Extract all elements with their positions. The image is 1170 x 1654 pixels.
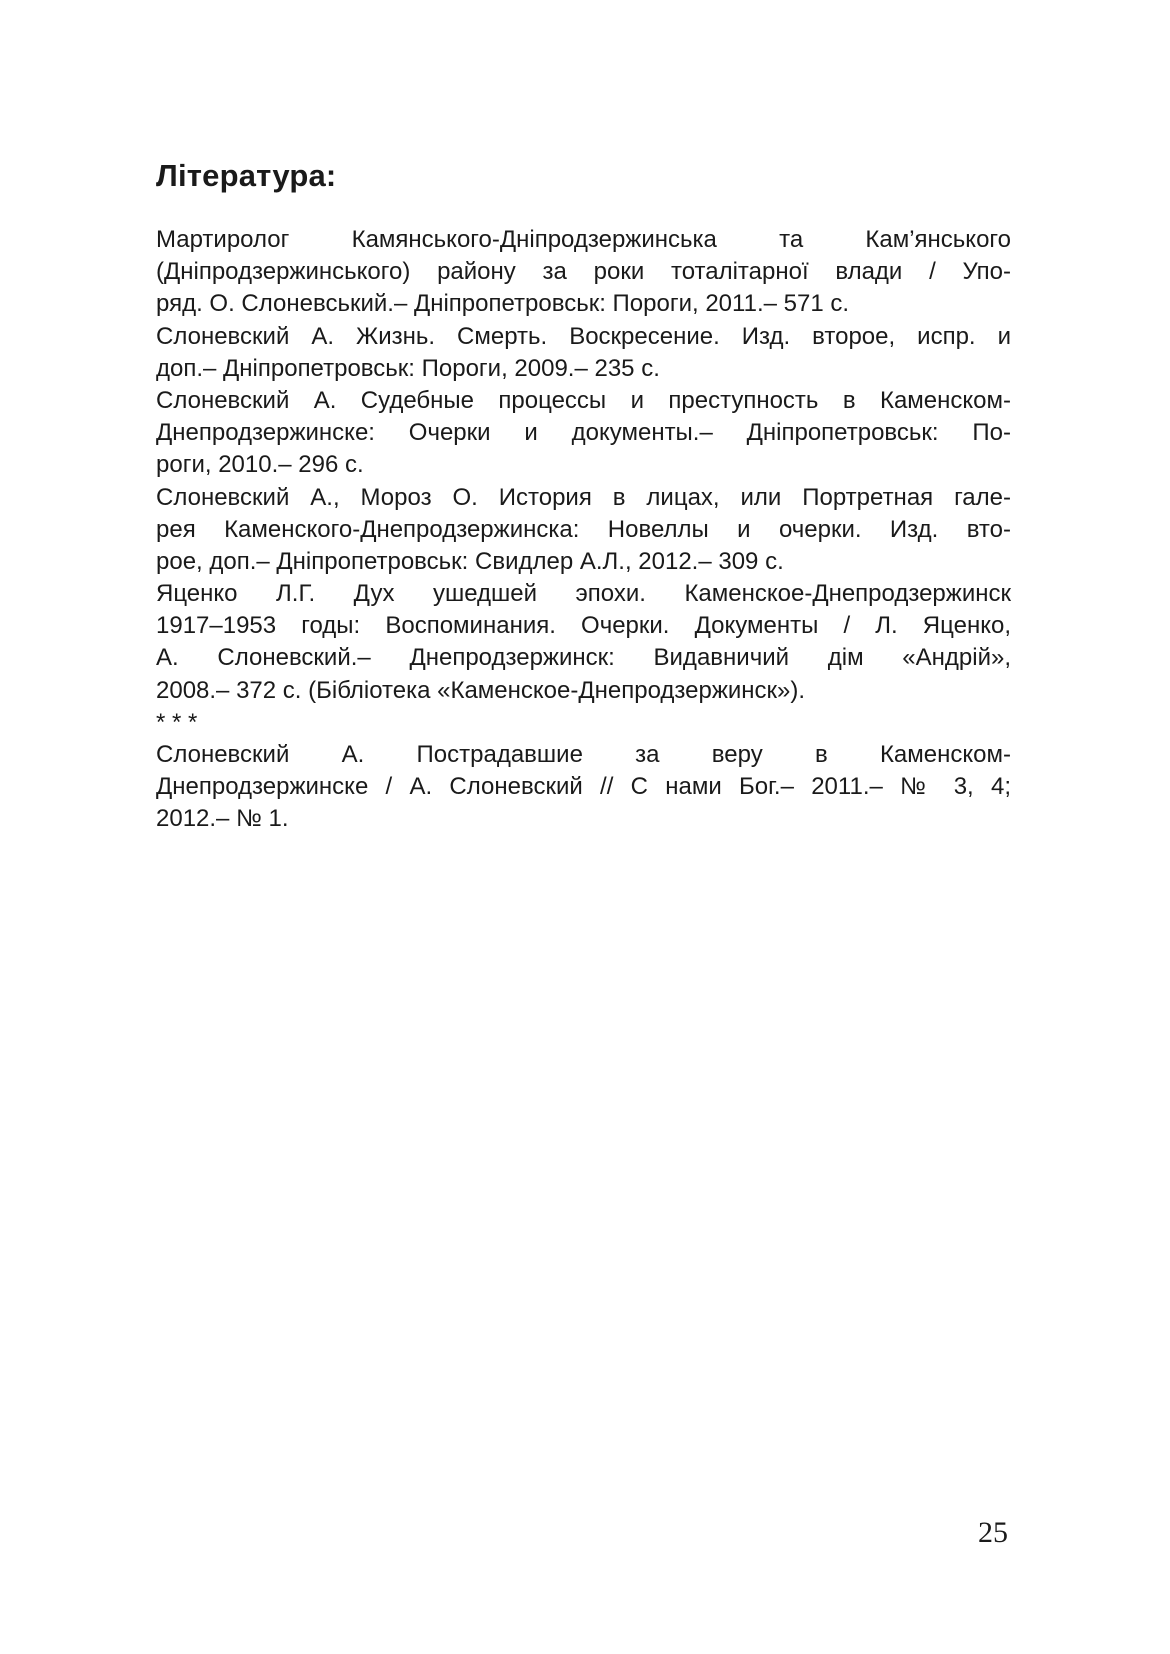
bibliography-line: (Дніпродзержинського) району за роки тоталітарної влади / Упо- <box>156 258 1011 286</box>
bibliography-line: А. Слоневский.– Днепродзержинск: Видавничий дім «Андрій», <box>156 644 1011 672</box>
bibliography-line: Яценко Л.Г. Дух ушедшей эпохи. Каменское-Днепродзержинск <box>156 580 1011 608</box>
section-heading: Література: <box>156 158 337 193</box>
bibliography-list <box>156 224 1011 836</box>
section-separator: * * * <box>156 708 198 736</box>
bibliography-line: Днепродзержинске: Очерки и документы.– Дніпропетровськ: По- <box>156 419 1011 447</box>
bibliography-line: Днепродзержинске / А. Слоневский // С нами Бог.– 2011.– № 3, 4; <box>156 773 1011 801</box>
bibliography-line: Слоневский А. Жизнь. Смерть. Воскресение. Изд. второе, испр. и <box>156 322 1011 350</box>
bibliography-line: Слоневский А., Мороз О. История в лицах, или Портретная гале- <box>156 483 1011 511</box>
bibliography-line: рея Каменского-Днепродзержинска: Новеллы и очерки. Изд. вто- <box>156 515 1011 543</box>
bibliography-line: ряд. О. Слоневський.– Дніпропетровськ: Пороги, 2011.– 571 с. <box>156 290 849 318</box>
bibliography-line: роги, 2010.– 296 с. <box>156 451 364 479</box>
bibliography-line: рое, доп.– Дніпропетровськ: Свидлер А.Л., 2012.– 309 с. <box>156 547 784 575</box>
bibliography-line: Мартиролог Камянського-Дніпродзержинська та Кам’янського <box>156 226 1011 253</box>
bibliography-line: Слоневский А. Пострадавшие за веру в Каменском- <box>156 741 1011 768</box>
bibliography-line: 1917–1953 годы: Воспоминания. Очерки. Документы / Л. Яценко, <box>156 612 1011 640</box>
bibliography-line: Слоневский А. Судебные процессы и преступность в Каменском- <box>156 386 1011 414</box>
bibliography-line: 2008.– 372 с. (Бібліотека «Каменское-Днепродзержинск»). <box>156 676 806 704</box>
page-number: 25 <box>978 1516 1008 1549</box>
bibliography-line: 2012.– № 1. <box>156 805 289 833</box>
bibliography-line: доп.– Дніпропетровськ: Пороги, 2009.– 235 с. <box>156 354 660 382</box>
